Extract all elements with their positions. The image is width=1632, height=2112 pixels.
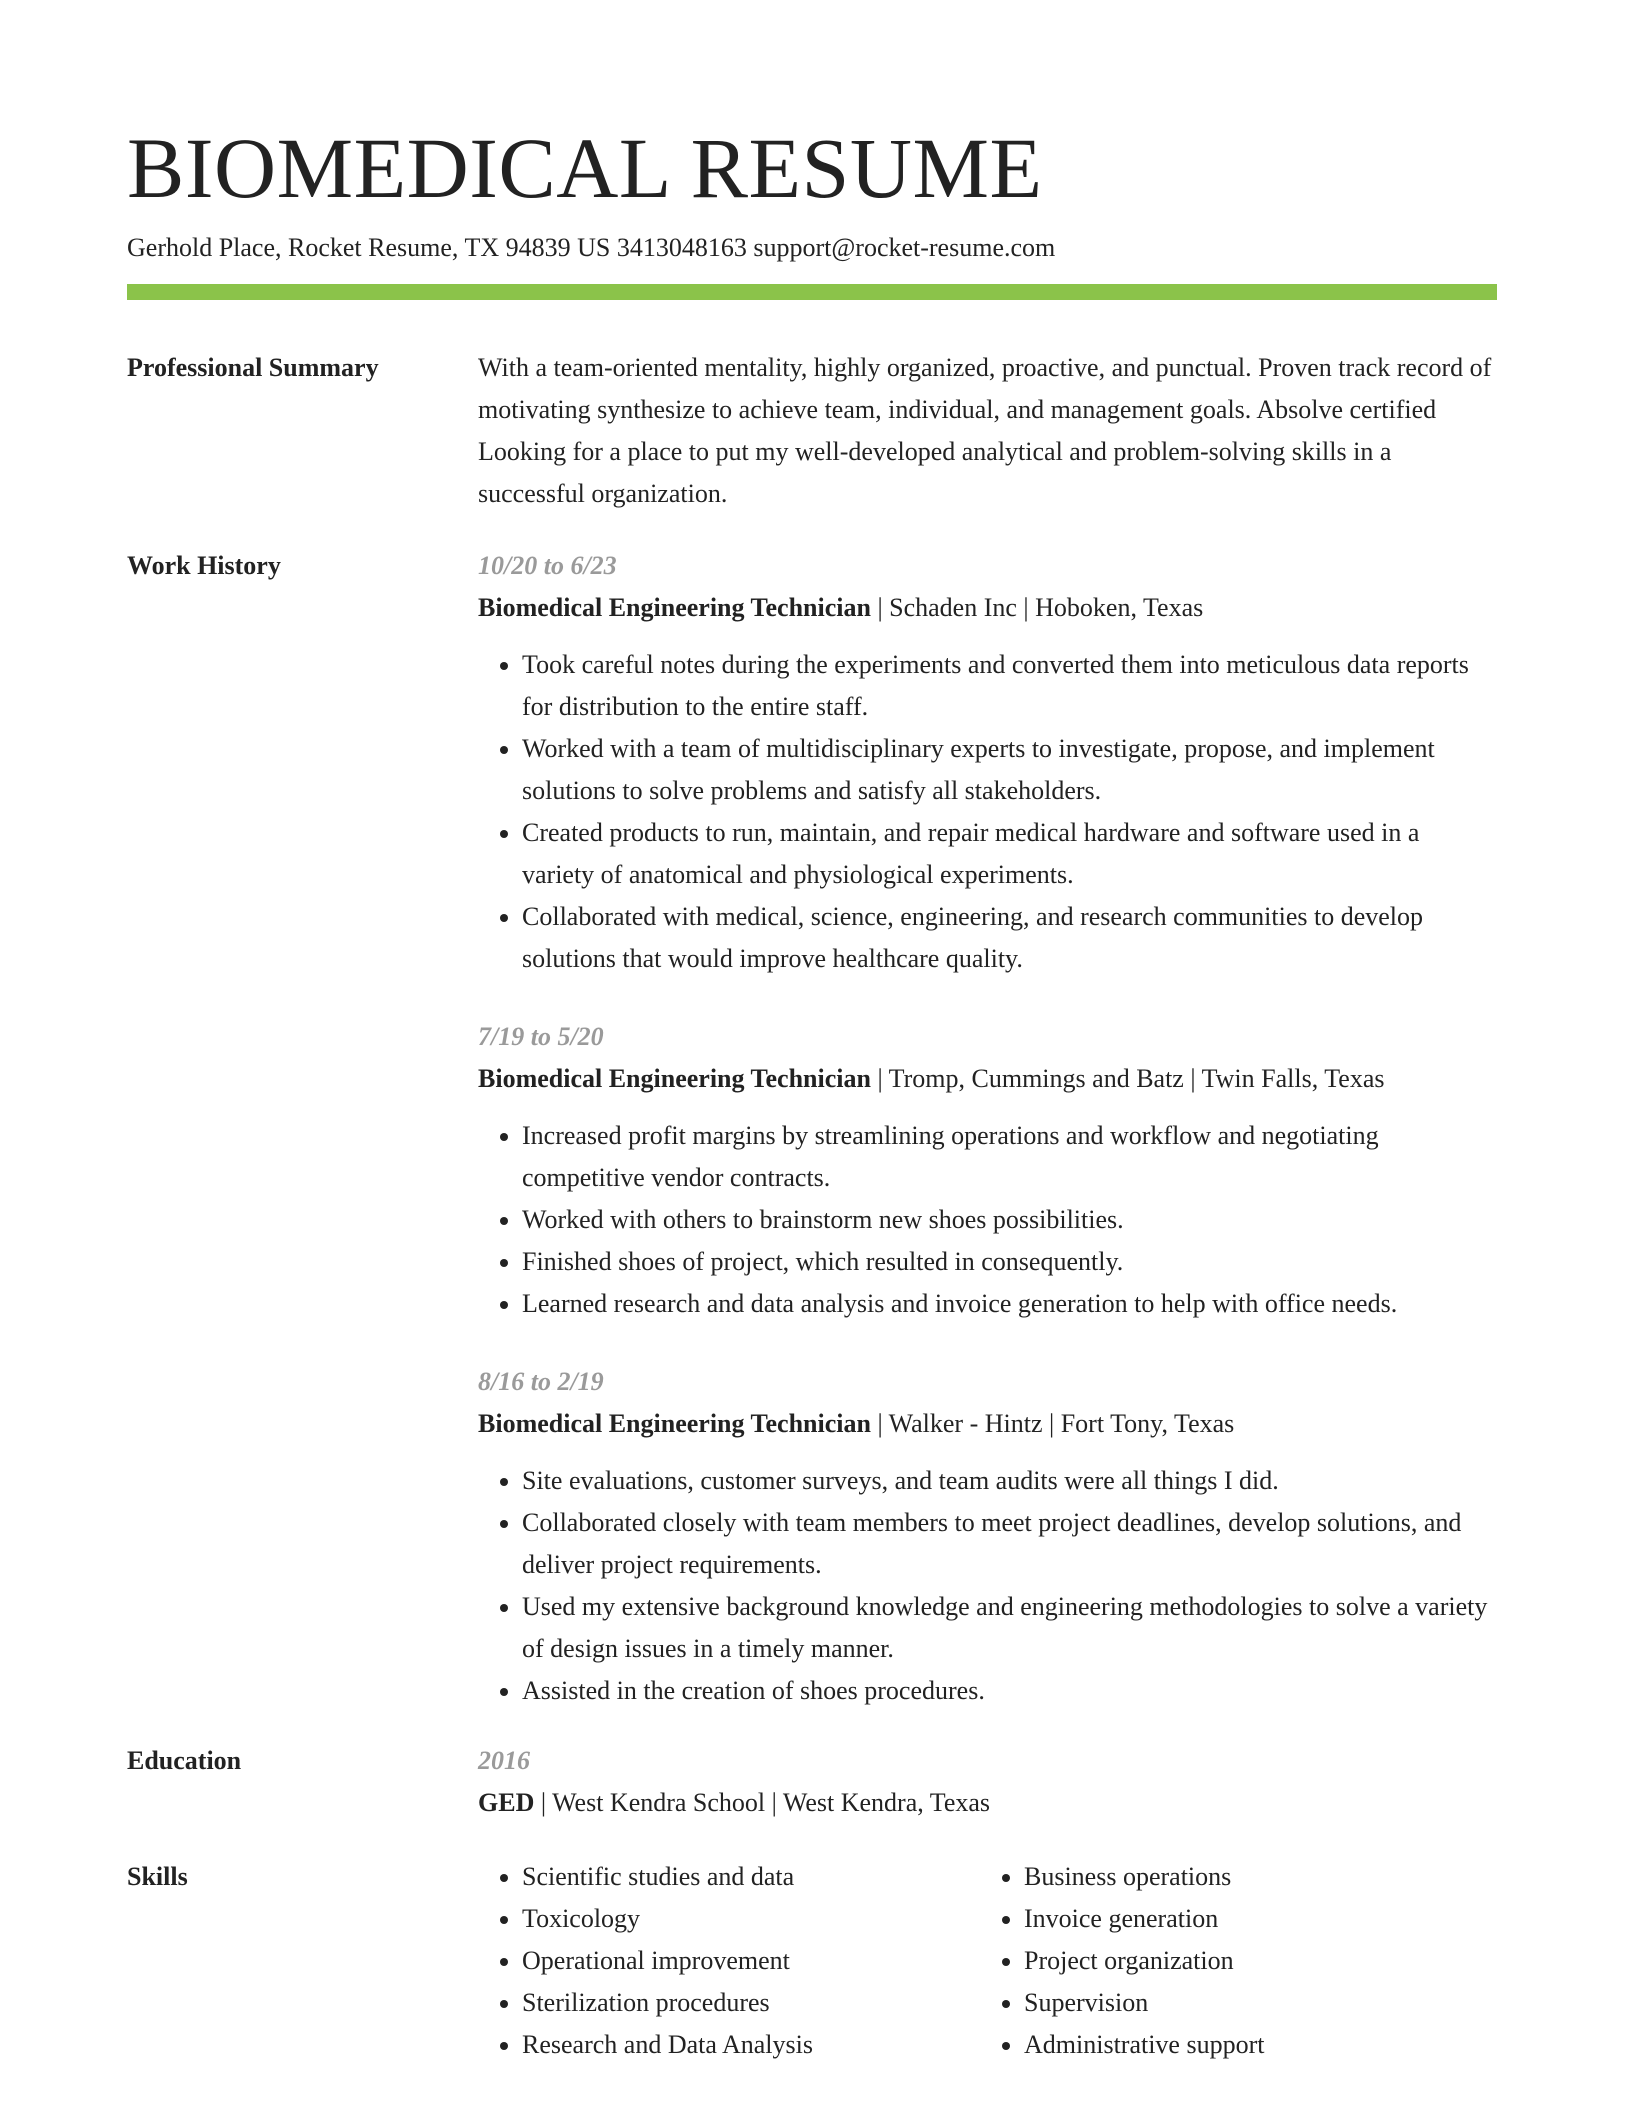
skill-item: • Toxicology: [522, 1898, 980, 1940]
skill-item: • Scientific studies and data: [522, 1856, 980, 1898]
job-bullet: • Collaborated with medical, science, engineering, and research communities to develop solutions that would improve healthcare quality.: [522, 896, 1497, 980]
job-bullet: • Took careful notes during the experiments and converted them into meticulous data reports for distribution to the entire staff.: [522, 644, 1497, 728]
job-title-line: [478, 1403, 1497, 1445]
education-degree: GED: [478, 1788, 535, 1817]
job-details: | Schaden Inc | Hoboken, Texas: [870, 593, 1204, 622]
job-bullets: [478, 644, 1497, 980]
skills-list-right: [980, 1856, 1482, 2066]
skill-item: • Sterilization procedures: [522, 1982, 980, 2024]
education-details: | West Kendra School | West Kendra, Texas: [534, 1788, 991, 1817]
skill-item: • Business operations: [1024, 1856, 1482, 1898]
summary-content: [478, 347, 1497, 515]
job-bullet: • Finished shoes of project, which resulted in consequently.: [522, 1241, 1497, 1283]
resume-name: BIOMEDICAL RESUME: [127, 120, 1043, 216]
job-bullet: • Site evaluations, customer surveys, and team audits were all things I did.: [522, 1460, 1497, 1502]
job-title-line: [478, 1058, 1497, 1100]
job-title-line: [478, 587, 1497, 629]
job-entry: [478, 1016, 1497, 1325]
skill-item: • Project organization: [1024, 1940, 1482, 1982]
skills-columns: [478, 1856, 1497, 2066]
skill-item: • Operational improvement: [522, 1940, 980, 1982]
education-year: 2016: [478, 1746, 530, 1775]
job-bullet: • Learned research and data analysis and invoice generation to help with office needs.: [522, 1283, 1497, 1325]
job-bullet: • Worked with others to brainstorm new shoes possibilities.: [522, 1199, 1497, 1241]
section-label-summary: Professional Summary: [127, 353, 379, 382]
skills-list-left: [478, 1856, 980, 2066]
work-history-content: [478, 545, 1497, 1748]
contact-info: Gerhold Place, Rocket Resume, TX 94839 US 3413048163 support@rocket-resume.com: [127, 233, 1056, 262]
job-bullets: [478, 1115, 1497, 1325]
job-bullet: • Used my extensive background knowledge and engineering methodologies to solve a variety of design issues in a timely manner.: [522, 1586, 1497, 1670]
job-entry: [478, 545, 1497, 980]
education-content: [478, 1740, 1497, 1824]
section-label-skills: Skills: [127, 1862, 188, 1891]
job-bullet: • Increased profit margins by streamlining operations and workflow and negotiating competitive vendor contracts.: [522, 1115, 1497, 1199]
job-title: Biomedical Engineering Technician: [478, 1409, 871, 1438]
job-details: | Walker - Hintz | Fort Tony, Texas: [870, 1409, 1235, 1438]
job-dates: 10/20 to 6/23: [478, 551, 617, 580]
accent-divider: [127, 284, 1497, 300]
section-label-work-history: Work History: [127, 551, 281, 580]
skill-item: • Invoice generation: [1024, 1898, 1482, 1940]
summary-text: With a team-oriented mentality, highly organized, proactive, and punctual. Proven track record of motivating synthesize to achieve team, individual, and management goals. Absolve certified Looking for a place to put my well-developed analytical and problem-solving skills in a successful organization.: [478, 353, 1492, 508]
skills-content: [478, 1856, 1497, 2066]
job-bullet: • Worked with a team of multidisciplinary experts to investigate, propose, and implement solutions to solve problems and satisfy all stakeholders.: [522, 728, 1497, 812]
job-title: Biomedical Engineering Technician: [478, 1064, 871, 1093]
section-label-education: Education: [127, 1746, 242, 1775]
job-bullet: • Created products to run, maintain, and repair medical hardware and software used in a variety of anatomical and physiological experiments.: [522, 812, 1497, 896]
job-dates: 8/16 to 2/19: [478, 1367, 604, 1396]
job-details: | Tromp, Cummings and Batz | Twin Falls, Texas: [870, 1064, 1385, 1093]
job-title: Biomedical Engineering Technician: [478, 593, 871, 622]
skill-item: • Research and Data Analysis: [522, 2024, 980, 2066]
skill-item: • Administrative support: [1024, 2024, 1482, 2066]
job-bullet: • Assisted in the creation of shoes procedures.: [522, 1670, 1497, 1712]
skill-item: • Supervision: [1024, 1982, 1482, 2024]
job-entry: [478, 1361, 1497, 1712]
job-bullet: • Collaborated closely with team members to meet project deadlines, develop solutions, and deliver project requirements.: [522, 1502, 1497, 1586]
education-line: [478, 1782, 1497, 1824]
job-dates: 7/19 to 5/20: [478, 1022, 604, 1051]
job-bullets: [478, 1460, 1497, 1712]
